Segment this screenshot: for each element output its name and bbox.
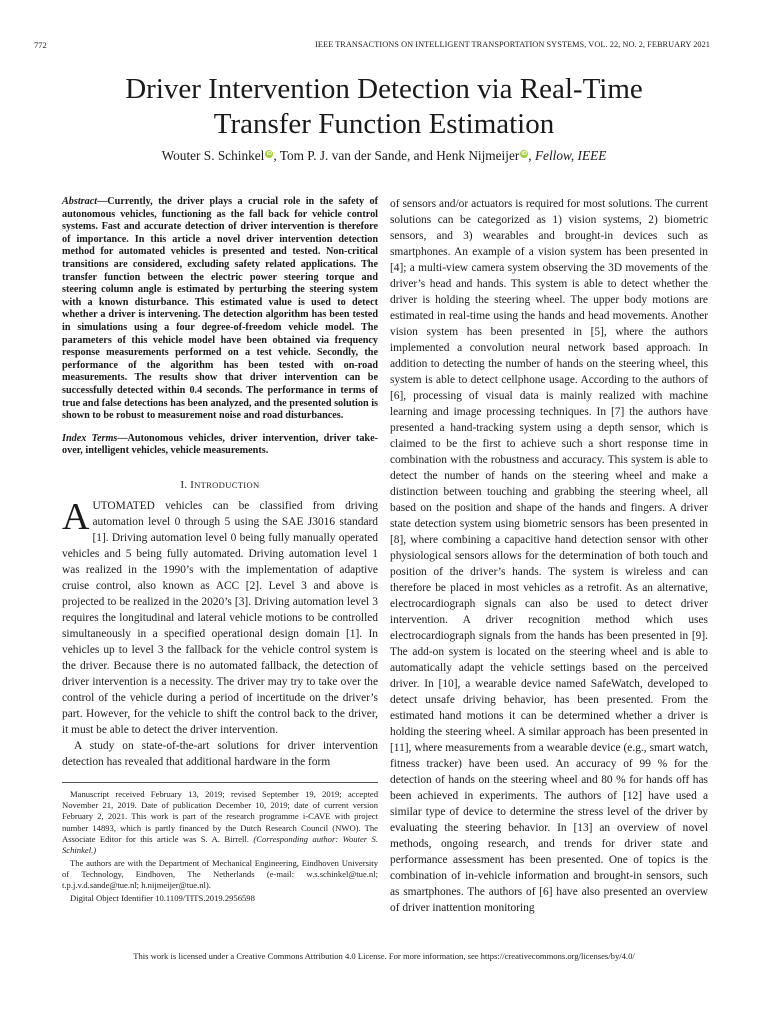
lead-word: UTOMATED bbox=[92, 499, 155, 512]
intro-paragraph-2: A study on state-of-the-art solutions for driver intervention detection has revealed that additional hardware in the form bbox=[62, 739, 378, 768]
abstract-dash: — bbox=[97, 196, 108, 207]
page-number: 772 bbox=[34, 40, 47, 50]
right-column bbox=[390, 196, 708, 916]
abstract-text: Currently, the driver plays a crucial role in the safety of autonomous vehicles, functioning as the fall back for vehicle control systems. Fast and accurate detection of driver intervention is therefore of importance. In this article a novel driver intervention detection method for automated vehicles is presented and tested. Non-critical transitions are considered, excluding safety related applications. The transfer function between the electric power steering torque and steering column angle is estimated by perturbing the steering system with a known disturbance. This estimated value is used to detect whether a driver is intervening. The detection algorithm has been tested in simulations using a four degree-of-freedom vehicle model. The parameters of this vehicle model have been obtained via frequency response measurements performed on a test vehicle. Secondly, the performance of the algorithm has been tested with on-road measurements. The results show that driver intervention can be successfully detected within 0.4 seconds. The performance in terms of true and false detections has been analyzed, and the presented solution is shown to be robust to measurement noise and road disturbances. bbox=[62, 196, 378, 422]
footnote-doi: Digital Object Identifier 10.1109/TITS.2019.2956598 bbox=[70, 892, 255, 903]
index-terms bbox=[62, 433, 378, 458]
footnote-rule bbox=[62, 782, 378, 783]
author-list bbox=[40, 148, 728, 164]
paper-title bbox=[40, 72, 728, 142]
title-line-2: Transfer Function Estimation bbox=[213, 108, 555, 140]
paragraph-1-text: vehicles can be classified from driving automation level 0 through 5 using the SAE J3016 standard [1]. Driving automation level 0 being fully manually operated vehicles and 5 being fully automated. Driving automation level 1 was realized in the 1990’s with the implementation of adaptive cruise control, also known as ACC [2]. Level 3 and above is projected to be realized in the 2020’s [3]. Driving automation level 3 requires the longitudinal and lateral vehicle motions to be controlled simultaneously in a specified operational design domain [1]. In vehicles up to level 3 the fallback for the vehicle control system is the driver. Because there is no automated fallback, the detection of driver intervention is a necessity. The driver may try to take over the control of the vehicle during a period of incertitude on the driver’s part. However, for the vehicle to shift the control back to the driver, it must be able to detect the driver intervention. bbox=[62, 499, 378, 736]
title-line-1: Driver Intervention Detection via Real-Time bbox=[125, 73, 643, 105]
section-heading-introduction: I. INTRODUCTION bbox=[180, 479, 260, 491]
abstract bbox=[62, 196, 378, 423]
abstract-label: Abstract bbox=[62, 196, 98, 207]
footnote-manuscript: Manuscript received February 13, 2019; revised September 19, 2019; accepted November 21, 2019. Date of publication December 10, 2019; date of current version February 2, 2021. This work is part of the research programme i-CAVE with project number 14893, which is partly financed by the Dutch Research Council (NWO). The Associate Editor for this article was S. A. Birrell. (Corresponding author: Wouter S. Schinkel.) bbox=[62, 788, 378, 856]
author-suffix: , bbox=[528, 148, 535, 163]
drop-cap: A bbox=[62, 495, 90, 538]
orcid-icon[interactable]: iD bbox=[521, 150, 528, 157]
fellow-ieee: Fellow, IEEE bbox=[534, 148, 607, 163]
intro-paragraph-1 bbox=[62, 495, 378, 738]
footnote-affiliation: The authors are with the Department of Mechanical Engineering, Eindhoven University of Technology, Eindhoven, The Netherlands (e-mail: w.s.schinkel@tue.nl; t.p.j.v.d.sande@tue.nl; h.nijmeijer@tue.nl). bbox=[62, 857, 378, 891]
index-terms-dash: — bbox=[117, 432, 128, 444]
right-column-text: of sensors and/or actuators is required for most solutions. The current solutions can be categorized as 1) vision systems, 2) biometric sensors, and 3) wearables and brought-in devices such as smartphones. An example of a vision system has been presented in [4]; a multi-view camera system observing the 3D movements of the driver’s head and hands. This system is able to detect whether the driver is holding the steering wheel. The upper body motions are estimated in real-time using the hands and head movements. Another vision system has been presented in [5], where the authors implemented a convolution neural network based approach. In addition to detecting the number of hands on the steering wheel, this system is able to detect cellphone usage. According to the authors of [6], processing of visual data is mainly realized with machine learning and image processing techniques. In [7] the authors have presented a hand-tracking system using a depth sensor, which is claimed to be the first to achieve such a short response time in combination with the robustness and accuracy. This system is able to detect the number of hands on the steering wheel and make a distinction between touching and grabbing the steering wheel, all based on the position and shape of the hands and fingers. A driver state detection system using biometric sensors has been presented in [8], where combining a capacitive hand detection sensor with other physiological sensors allows for the determination of both touch and position of the driver’s hands. The system is wireless and can therefore be placed in most vehicles as a retrofit. As an alternative, electrocardiograph signals can also be used to detect driver intervention. A driver recognition method which uses electrocardiograph signals from the hands has been presented in [9]. The add-on system is located on the steering wheel and is able to automatically adapt the vehicle settings based on the perceived driver. In [10], a wearable device named SafeWatch, developed to detect unsafe driving behavior, has been presented. From the estimated hand motions it can be determined whether a driver is holding the steering wheel. A similar approach has been presented in [11], where measurements from a wearable device (e.g., smart watch, fitness tracker) have been used. An accuracy of 99 % for the detection of hands on the steering wheel and 80 % for hands off has been achieved in experiments. The authors of [12] have used a similar type of device to determine the stress level of the driver by evaluating the steering behavior. In [13] an overview of novel methods, ongoing research, and trends for driver state and performance assessment has been presented. One of topics is the combination of in-vehicle information and brought-in sensors, such as smartphones. The authors of [6] have also presented an overview of driver inattention monitoring bbox=[390, 198, 708, 914]
author-1: Wouter S. Schinkel bbox=[161, 148, 265, 163]
index-terms-label: Index Terms bbox=[62, 432, 118, 444]
author-2-3: , Tom P. J. van der Sande, and Henk Nijmeijer bbox=[273, 148, 520, 163]
running-head: IEEE TRANSACTIONS ON INTELLIGENT TRANSPORTATION SYSTEMS, VOL. 22, NO. 2, FEBRUARY 2021 bbox=[315, 40, 710, 49]
orcid-icon[interactable]: iD bbox=[266, 150, 273, 157]
left-column bbox=[62, 196, 378, 905]
license-notice: This work is licensed under a Creative Commons Attribution 4.0 License. For more information, see https://creativecommons.org/licenses/by/4.0/ bbox=[133, 951, 635, 961]
index-terms-text: Autonomous vehicles, driver intervention, driver take-over, intelligent vehicles, vehicle measurements. bbox=[62, 432, 378, 457]
